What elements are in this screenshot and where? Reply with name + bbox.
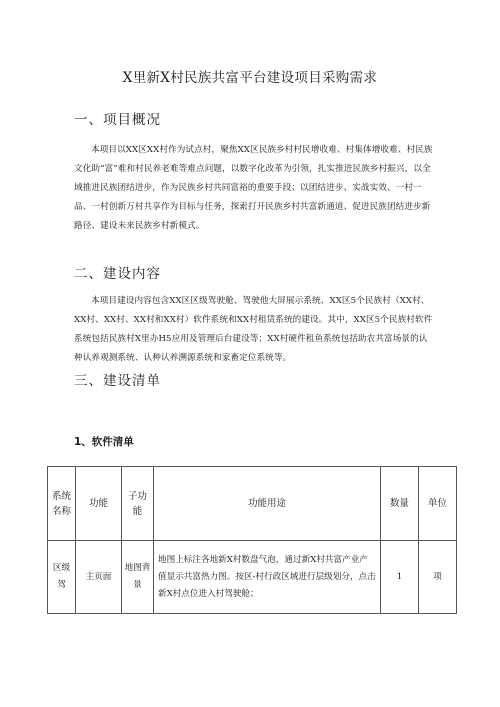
cell-subfunction: 地图背景 [122, 541, 154, 614]
document-title: X里新X村民族共富平台建设项目采购需求 [122, 70, 378, 86]
software-list-table [47, 466, 457, 614]
section-heading-overview: 一、项目概况 [74, 112, 161, 128]
cell-quantity: 1 [381, 541, 419, 614]
header-purpose: 功能用途 [154, 467, 381, 541]
cell-system: 区级驾 [48, 541, 76, 614]
header-unit: 单位 [419, 467, 457, 541]
header-system-name: 系统名称 [48, 467, 76, 541]
subheading-software-list: 1、软件清单 [74, 436, 134, 448]
section-body-overview: 本项目以XX区XX村作为试点村，聚焦XX区民族乡村村民增收难、村集体增收难、村民族文化助“富”难和村民养老难等难点问题，以数字化改革为引领，扎实推进民族乡村振兴，以全域推进民族团结进步，作为民族乡村共同富裕的重要手段；以团结进步、实战实效、一村一品、一村创新万村共享作为目标与任务，探索打开民族乡村共富新通道、促进民族团结进步新路径、建设未来民族乡村新模式。 [74, 145, 433, 231]
header-quantity: 数量 [381, 467, 419, 541]
cell-purpose: 地图上标注各地新X村数盘气泡，通过新X村共富产业产值显示共富热力图。按区-村行政区域进行层级划分，点击新X村点位进入村驾驶舱； [154, 541, 381, 614]
header-function: 功能 [76, 467, 122, 541]
table-header-row [48, 467, 457, 541]
table-row [48, 541, 457, 614]
header-subfunction: 子功能 [122, 467, 154, 541]
cell-unit: 项 [419, 541, 457, 614]
section-body-content: 本项目建设内容包含XX区区级驾驶舱、驾驶他大屏展示系统、XX区5个民族村（XX村、XX村、XX村、XX村和XX村）软件系统和XX村租赁系统的建设。其中，XX区5个民族村软件系统包括民族村X里办H5应用及管理后台建设等；XX村硬件租鱼系统包括助农共富场景的认种认养观测系统、认种认养溯源系统和家畜定位系统等。 [74, 296, 433, 363]
section-heading-content: 二、建设内容 [74, 266, 161, 282]
section-heading-list: 三、建设清单 [74, 373, 161, 389]
cell-function: 主页面 [76, 541, 122, 614]
